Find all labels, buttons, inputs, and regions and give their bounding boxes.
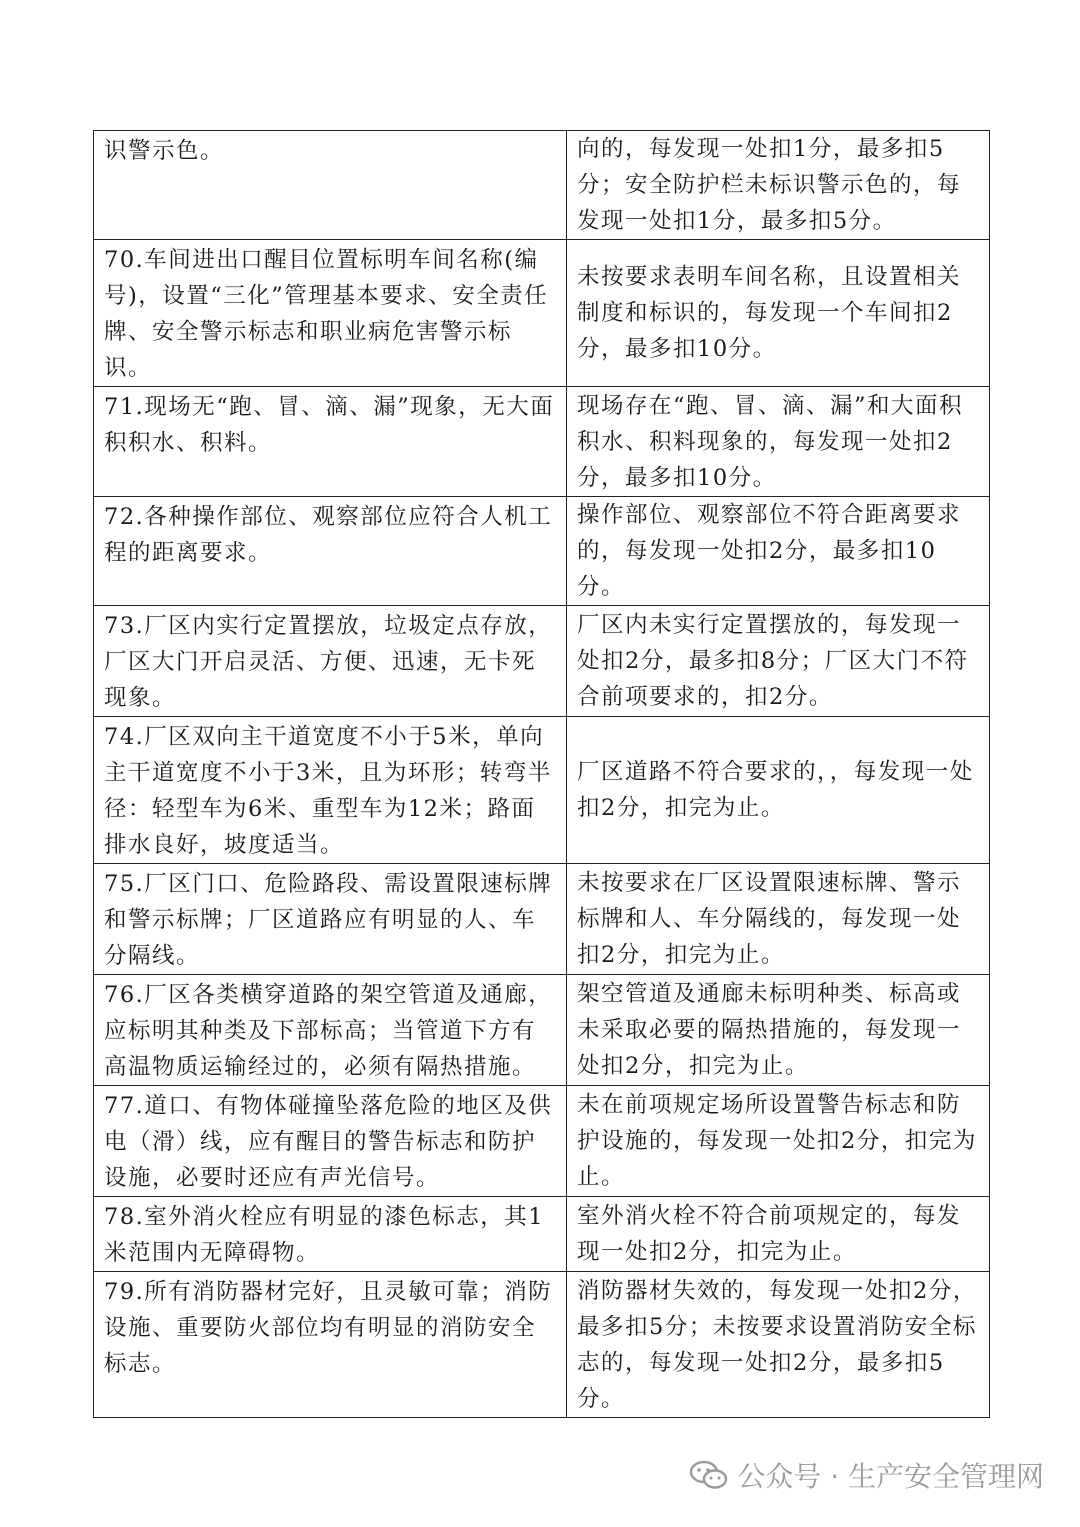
table-row xyxy=(94,240,990,387)
deduction-cell: 架空管道及通廊未标明种类、标高或未采取必要的隔热措施的，每发现一处扣2分，扣完为止。 xyxy=(567,975,990,1086)
table-row xyxy=(94,497,990,606)
table-row xyxy=(94,1272,990,1418)
deduction-cell: 向的，每发现一处扣1分，最多扣5分；安全防护栏未标识警示色的，每发现一处扣1分，最多扣5分。 xyxy=(567,131,990,240)
table-row xyxy=(94,717,990,864)
table-row xyxy=(94,1086,990,1197)
deduction-cell: 未按要求在厂区设置限速标牌、警示标牌和人、车分隔线的，每发现一处扣2分，扣完为止。 xyxy=(567,864,990,975)
requirement-cell: 71.现场无“跑、冒、滴、漏”现象，无大面积积水、积料。 xyxy=(94,387,567,497)
deduction-cell: 厂区内未实行定置摆放的，每发现一处扣2分，最多扣8分；厂区大门不符合前项要求的，扣2分。 xyxy=(567,606,990,717)
table-row xyxy=(94,975,990,1086)
requirement-cell: 78.室外消火栓应有明显的漆色标志，其1米范围内无障碍物。 xyxy=(94,1197,567,1272)
requirement-cell: 72.各种操作部位、观察部位应符合人机工程的距离要求。 xyxy=(94,497,567,606)
requirement-cell: 73.厂区内实行定置摆放，垃圾定点存放，厂区大门开启灵活、方便、迅速，无卡死现象。 xyxy=(94,606,567,717)
requirement-cell: 77.道口、有物体碰撞坠落危险的地区及供电（滑）线，应有醒目的警告标志和防护设施，必要时还应有声光信号。 xyxy=(94,1086,567,1197)
requirement-cell: 74.厂区双向主干道宽度不小于5米，单向主干道宽度不小于3米，且为环形；转弯半径：轻型车为6米、重型车为12米；路面排水良好，坡度适当。 xyxy=(94,717,567,864)
table-row xyxy=(94,1197,990,1272)
requirement-cell: 70.车间进出口醒目位置标明车间名称(编号)，设置“三化”管理基本要求、安全责任牌、安全警示标志和职业病危害警示标识。 xyxy=(94,240,567,387)
watermark-text: 公众号 · 生产安全管理网 xyxy=(737,1460,1044,1493)
deduction-cell: 消防器材失效的，每发现一处扣2分，最多扣5分；未按要求设置消防安全标志的，每发现一处扣2分，最多扣5分。 xyxy=(567,1272,990,1418)
deduction-cell: 厂区道路不符合要求的，，每发现一处扣2分，扣完为止。 xyxy=(567,717,990,864)
watermark xyxy=(689,1455,1044,1495)
deduction-cell: 现场存在“跑、冒、滴、漏”和大面积积水、积料现象的，每发现一处扣2分，最多扣10分。 xyxy=(567,387,990,497)
deduction-cell: 操作部位、观察部位不符合距离要求的，每发现一处扣2分，最多扣10分。 xyxy=(567,497,990,606)
requirement-cell: 79.所有消防器材完好，且灵敏可靠；消防设施、重要防火部位均有明显的消防安全标志。 xyxy=(94,1272,567,1418)
table-row xyxy=(94,864,990,975)
requirement-cell: 76.厂区各类横穿道路的架空管道及通廊，应标明其种类及下部标高；当管道下方有高温物质运输经过的，必须有隔热措施。 xyxy=(94,975,567,1086)
table-row xyxy=(94,387,990,497)
table-row xyxy=(94,131,990,240)
table-row xyxy=(94,606,990,717)
deduction-cell: 室外消火栓不符合前项规定的，每发现一处扣2分，扣完为止。 xyxy=(567,1197,990,1272)
wechat-icon xyxy=(689,1459,729,1491)
requirement-cell: 75.厂区门口、危险路段、需设置限速标牌和警示标牌；厂区道路应有明显的人、车分隔线。 xyxy=(94,864,567,975)
deduction-cell: 未按要求表明车间名称，且设置相关制度和标识的，每发现一个车间扣2分，最多扣10分。 xyxy=(567,240,990,387)
requirement-cell: 识警示色。 xyxy=(94,131,567,240)
deduction-cell: 未在前项规定场所设置警告标志和防护设施的，每发现一处扣2分，扣完为止。 xyxy=(567,1086,990,1197)
requirements-table xyxy=(93,130,990,1418)
